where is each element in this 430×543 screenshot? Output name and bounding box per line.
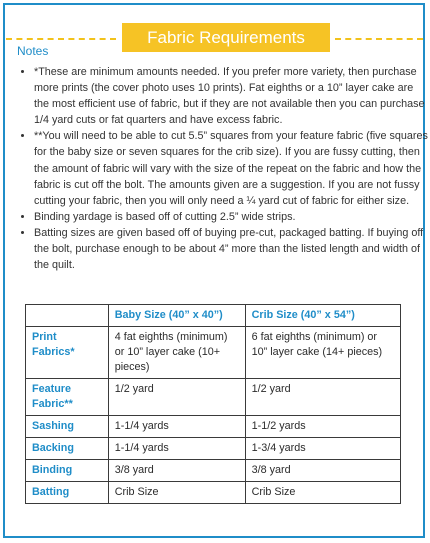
baby-amount: 1-1/4 yards xyxy=(108,416,245,438)
row-label: Binding xyxy=(26,460,109,482)
title-rule-left xyxy=(6,38,116,40)
baby-amount: 4 fat eighths (minimum) or 10” layer cake (10+ pieces) xyxy=(108,327,245,379)
header-cell-crib: Crib Size (40” x 54”) xyxy=(245,305,400,327)
row-label: Print Fabrics* xyxy=(26,327,109,379)
table-row xyxy=(26,379,401,416)
note-item: • Binding yardage is based off of cutting 2.5” wide strips. xyxy=(34,209,429,225)
title-banner xyxy=(122,23,330,52)
baby-amount: 1/2 yard xyxy=(108,379,245,416)
table-row xyxy=(26,327,401,379)
row-label: Backing xyxy=(26,438,109,460)
baby-amount: 3/8 yard xyxy=(108,460,245,482)
notes-list xyxy=(16,64,429,273)
page-title: Fabric Requirements xyxy=(147,27,305,47)
crib-amount: 1-1/2 yards xyxy=(245,416,400,438)
header-cell-baby: Baby Size (40” x 40”) xyxy=(108,305,245,327)
notes-heading: Notes xyxy=(17,44,49,58)
table-row xyxy=(26,416,401,438)
crib-amount: 1-3/4 yards xyxy=(245,438,400,460)
crib-amount: Crib Size xyxy=(245,482,400,504)
note-item: • *These are minimum amounts needed. If you prefer more variety, then purchase more prints (the cover photo uses 10 prints). Fat eighths or a 10” layer cake are the most efficient use of fabric, but if they are not available then you can purchase 1/4 yard cuts or fat quarters and have excess fabric. xyxy=(34,64,429,128)
crib-amount: 6 fat eighths (minimum) or 10” layer cake (14+ pieces) xyxy=(245,327,400,379)
row-label: Batting xyxy=(26,482,109,504)
baby-amount: 1-1/4 yards xyxy=(108,438,245,460)
title-rule-right xyxy=(335,38,423,40)
header-cell-empty xyxy=(26,305,109,327)
table-row xyxy=(26,438,401,460)
row-label: Feature Fabric** xyxy=(26,379,109,416)
crib-amount: 3/8 yard xyxy=(245,460,400,482)
table-header-row xyxy=(26,305,401,327)
baby-amount: Crib Size xyxy=(108,482,245,504)
table-row xyxy=(26,460,401,482)
table-row xyxy=(26,482,401,504)
row-label: Sashing xyxy=(26,416,109,438)
note-item: • **You will need to be able to cut 5.5” squares from your feature fabric (five squares for the baby size or seven squares for the crib size). If you are fussy cutting, then the amount of fabric will vary with the size of the repeat on the fabric and how the fabric is cut off the bolt. The amounts given are a suggestion. If you are not fussy cutting your fabric, then you will only need a ¼ yard cut of fabric for either size. xyxy=(34,128,429,208)
fabric-requirements-table xyxy=(25,304,401,504)
crib-amount: 1/2 yard xyxy=(245,379,400,416)
note-item: • Batting sizes are given based off of buying pre-cut, packaged batting. If buying off the bolt, purchase enough to be about 4” more than the listed length and width of the quilt. xyxy=(34,225,429,273)
